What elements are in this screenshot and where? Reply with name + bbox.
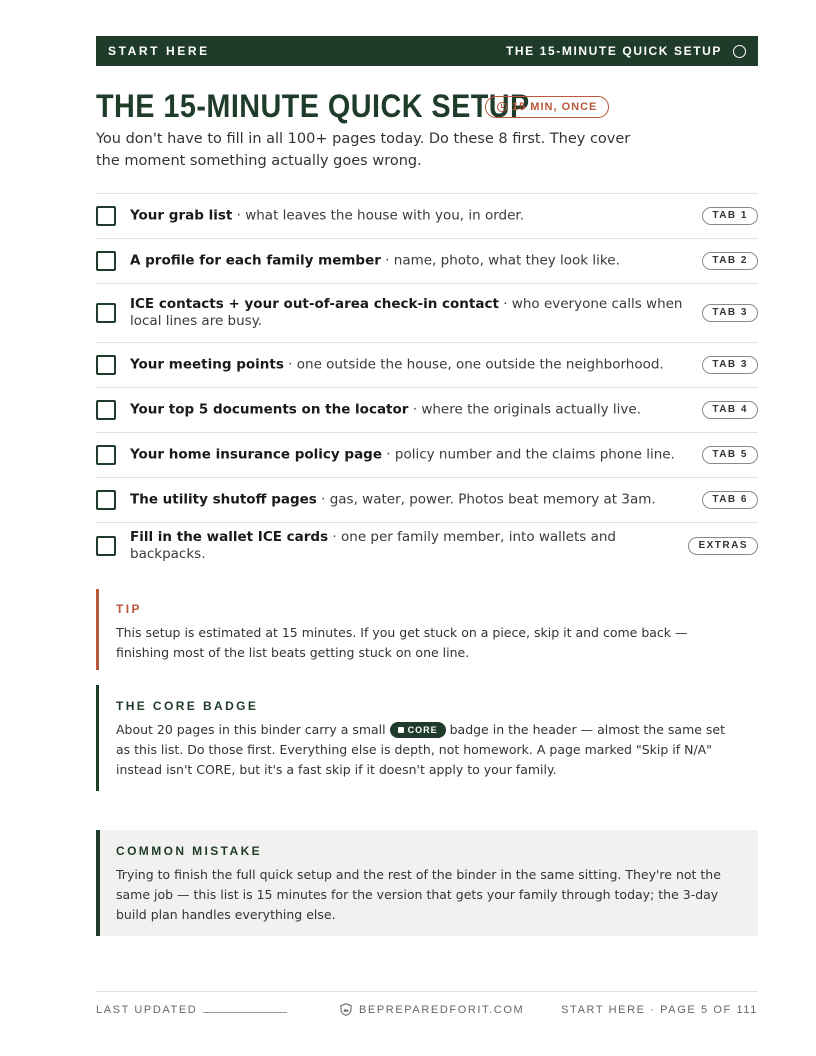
tab-badge: TAB 2 (702, 252, 758, 270)
checklist-item (96, 194, 758, 239)
page-number: START HERE · PAGE 5 OF 111 (561, 1004, 758, 1016)
core-badge-callout (96, 685, 758, 791)
clock-icon (497, 102, 507, 112)
core-badge-label: CORE (407, 725, 438, 735)
intro-text: You don't have to fill in all 100+ pages today. Do these 8 first. They cover the moment something actually goes wrong. (96, 131, 631, 169)
item-description: · name, photo, what they look like. (380, 252, 620, 269)
common-mistake-callout (96, 830, 758, 936)
core-body-end: badge in the header — almost the same set as this list. Do those first. Everything else is depth, not homework. A page marked "Skip if N/A" instead isn't CORE, but it's a fast skip if it doesn't apply to your family. (116, 722, 726, 777)
checkbox[interactable] (96, 400, 116, 420)
time-badge (485, 96, 609, 118)
checklist-item (96, 284, 758, 343)
checklist-item-text (130, 357, 685, 374)
site-url: BEPREPAREDFORIT.COM (359, 1003, 525, 1016)
last-updated-label: LAST UPDATED (96, 1004, 198, 1016)
checklist-item-text (130, 296, 685, 330)
item-title: Your meeting points (130, 356, 284, 373)
time-badge-label: 15 MIN, ONCE (512, 101, 598, 113)
checklist-item (96, 239, 758, 284)
item-title: Fill in the wallet ICE cards (130, 528, 329, 545)
tip-heading: TIP (116, 602, 142, 616)
checklist-item (96, 523, 758, 568)
item-description: · policy number and the claims phone line. (382, 446, 675, 463)
tab-badge: EXTRAS (688, 537, 758, 555)
item-title: ICE contacts + your out-of-area check-in contact (130, 296, 499, 312)
item-description: · one outside the house, one outside the neighborhood. (283, 356, 664, 373)
checklist-item-text (130, 253, 685, 270)
checklist-item-text (130, 529, 685, 563)
header-page-title: THE 15-MINUTE QUICK SETUP (505, 44, 722, 58)
tab-badge: TAB 5 (702, 446, 758, 464)
item-description: · one per family member, into wallets and backpacks. (130, 528, 617, 562)
item-title: The utility shutoff pages (130, 491, 317, 508)
tip-body: This setup is estimated at 15 minutes. If you get stuck on a piece, skip it and come back — finishing most of the list beats getting stuck on one line. (116, 625, 688, 660)
circle-icon (733, 45, 746, 58)
checklist-item-text (130, 402, 685, 419)
item-description: · gas, water, power. Photos beat memory at 3am. (316, 491, 656, 508)
header-bar (96, 36, 758, 66)
checkbox[interactable] (96, 303, 116, 323)
checklist-item (96, 388, 758, 433)
mistake-body: Trying to finish the full quick setup and the rest of the binder in the same sitting. They're not the same job — this list is 15 minutes for the version that gets your family through today; the 3-day build plan handles everything else. (116, 867, 721, 922)
shield-logo-icon (340, 1003, 352, 1016)
page-title: THE 15-MINUTE QUICK SETUP (96, 88, 530, 124)
tab-badge: TAB 4 (702, 401, 758, 419)
checklist-item-text (130, 447, 685, 464)
item-title: Your grab list (130, 207, 233, 224)
checkbox[interactable] (96, 490, 116, 510)
core-body-start: About 20 pages in this binder carry a small (116, 722, 390, 737)
mistake-heading: COMMON MISTAKE (116, 844, 263, 858)
checklist-item (96, 478, 758, 523)
item-title: Your home insurance policy page (130, 446, 382, 463)
checklist-item (96, 343, 758, 388)
item-title: A profile for each family member (130, 252, 381, 269)
last-updated-line (203, 1012, 287, 1013)
checklist (96, 193, 758, 568)
checklist-item (96, 433, 758, 478)
tab-badge: TAB 3 (702, 304, 758, 322)
checkbox[interactable] (96, 355, 116, 375)
tab-badge: TAB 6 (702, 491, 758, 509)
section-label: START HERE (108, 44, 210, 58)
checklist-item-text (130, 492, 685, 509)
item-title: Your top 5 documents on the locator (130, 401, 409, 418)
checkbox[interactable] (96, 445, 116, 465)
item-description: · what leaves the house with you, in order. (232, 207, 525, 224)
page-footer (96, 991, 758, 1027)
core-badge (390, 722, 446, 738)
tab-badge: TAB 1 (702, 207, 758, 225)
core-heading: THE CORE BADGE (116, 699, 259, 713)
item-description: · where the originals actually live. (408, 401, 641, 418)
checkbox[interactable] (96, 536, 116, 556)
checkbox[interactable] (96, 206, 116, 226)
tab-badge: TAB 3 (702, 356, 758, 374)
core-body (116, 720, 740, 780)
checklist-item-text (130, 208, 685, 225)
tip-callout (96, 589, 758, 670)
square-icon (398, 727, 404, 733)
item-description: · who everyone calls when local lines are busy. (130, 296, 683, 329)
site-credit (340, 1003, 524, 1016)
checkbox[interactable] (96, 251, 116, 271)
